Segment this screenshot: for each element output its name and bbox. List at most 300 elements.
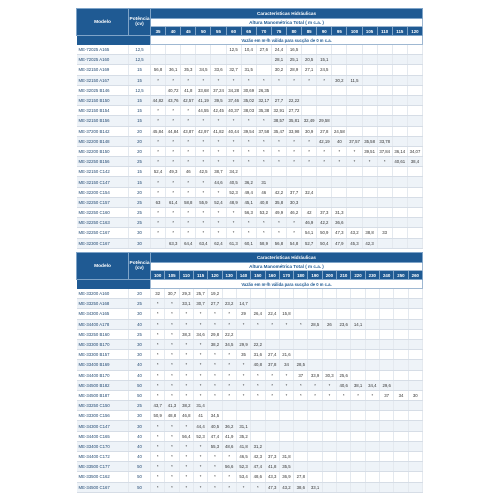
flow-value-cell: * — [351, 390, 365, 400]
flow-value-cell — [351, 350, 365, 360]
table-row — [77, 177, 423, 187]
flow-value-cell: 37,8 — [265, 360, 279, 370]
flow-value-cell — [308, 360, 322, 370]
flow-value-cell — [392, 136, 407, 146]
flow-value-cell: * — [181, 136, 196, 146]
flow-value-cell: * — [196, 228, 211, 238]
flow-value-cell — [265, 421, 279, 431]
head-value-header: 80 — [286, 27, 301, 36]
flow-value-cell: * — [165, 462, 179, 472]
table-row — [77, 187, 423, 197]
flow-value-cell — [279, 299, 293, 309]
flow-value-cell — [317, 197, 332, 207]
flow-value-cell: 35,81 — [286, 116, 301, 126]
flow-value-cell: * — [179, 370, 193, 380]
flow-value-cell — [332, 45, 347, 55]
flow-value-cell: * — [181, 228, 196, 238]
flow-value-cell: 33,98 — [286, 126, 301, 136]
total-head-header: Altura Manométrica Total ( m c.a. ) — [151, 19, 423, 27]
flow-value-cell: * — [181, 208, 196, 218]
flow-value-cell — [365, 452, 379, 462]
flow-value-cell — [392, 228, 407, 238]
flow-value-cell — [408, 441, 422, 451]
flow-value-cell — [362, 95, 377, 105]
flow-value-cell: 50,4 — [317, 238, 332, 248]
flow-value-cell: * — [256, 136, 271, 146]
flow-value-cell: * — [256, 228, 271, 238]
flow-value-cell — [322, 421, 336, 431]
flow-value-cell — [394, 289, 408, 299]
flow-value-cell — [407, 208, 422, 218]
flow-value-cell: * — [317, 146, 332, 156]
head-value-header: 220 — [351, 271, 365, 280]
flow-value-cell: 24,4 — [271, 45, 286, 55]
flow-value-cell — [294, 431, 308, 441]
flow-value-cell — [377, 55, 392, 65]
flow-value-cell: * — [208, 390, 222, 400]
flow-value-cell: 63,4 — [196, 238, 211, 248]
flow-value-cell: 37 — [380, 390, 394, 400]
flow-value-cell: * — [211, 136, 226, 146]
flow-value-cell: * — [208, 452, 222, 462]
model-cell: ME-32150 C147 — [77, 177, 129, 187]
flow-value-cell — [265, 289, 279, 299]
flow-value-cell — [377, 238, 392, 248]
flow-value-cell — [380, 309, 394, 319]
flow-value-cell: * — [193, 360, 207, 370]
head-value-header: 50 — [196, 27, 211, 36]
flow-value-cell — [294, 329, 308, 339]
flow-value-cell: * — [317, 157, 332, 167]
flow-value-cell: 33 — [377, 228, 392, 238]
flow-value-cell: * — [193, 482, 207, 492]
head-value-header: 90 — [317, 27, 332, 36]
table-row — [77, 452, 423, 462]
flow-value-cell: 37,84 — [377, 146, 392, 156]
flow-value-cell — [351, 401, 365, 411]
flow-value-cell — [286, 167, 301, 177]
flow-value-cell: 38,7 — [211, 167, 226, 177]
power-cell: 25 — [129, 157, 151, 167]
flow-value-cell — [362, 55, 377, 65]
flow-value-cell — [308, 472, 322, 482]
table-row — [77, 329, 423, 339]
flow-value-cell: 27,6 — [256, 45, 271, 55]
flow-value-cell — [337, 411, 351, 421]
flow-value-cell: 45,3 — [347, 238, 362, 248]
flow-value-cell — [222, 289, 236, 299]
head-value-header: 210 — [337, 271, 351, 280]
flow-value-cell: 47,9 — [332, 238, 347, 248]
flow-value-cell — [337, 452, 351, 462]
flow-value-cell: * — [286, 157, 301, 167]
power-cell: 25 — [129, 208, 151, 218]
head-value-header: 140 — [236, 271, 250, 280]
head-value-header: 150 — [251, 271, 265, 280]
flow-value-cell: 52,4 — [151, 167, 166, 177]
flow-value-cell — [392, 116, 407, 126]
hydraulic-characteristics-header: Características Hidráulicas — [151, 9, 423, 19]
power-cell: 20 — [129, 289, 151, 299]
flow-value-cell: * — [196, 116, 211, 126]
flow-value-cell — [308, 452, 322, 462]
flow-value-cell: 44,6 — [211, 177, 226, 187]
flow-value-cell: 31,3 — [332, 208, 347, 218]
flow-value-cell: 42,3 — [251, 452, 265, 462]
flow-value-cell: * — [165, 380, 179, 390]
flow-value-cell: 34,07 — [407, 146, 422, 156]
flow-value-cell: 56,4 — [179, 431, 193, 441]
flow-value-cell: * — [236, 370, 250, 380]
flow-value-cell: 33,9 — [308, 370, 322, 380]
power-cell: 40 — [129, 319, 151, 329]
flow-value-cell — [407, 55, 422, 65]
flow-value-cell: 49,3 — [166, 167, 181, 177]
head-value-header: 75 — [271, 27, 286, 36]
flow-value-cell: * — [222, 482, 236, 492]
flow-value-cell: * — [165, 360, 179, 370]
table-row — [77, 238, 423, 248]
flow-value-cell: 43,3 — [265, 472, 279, 482]
flow-value-cell: 22,2 — [251, 339, 265, 349]
flow-value-cell: * — [193, 462, 207, 472]
flow-value-cell — [308, 421, 322, 431]
flow-value-cell: * — [251, 380, 265, 390]
flow-value-cell: 32,91 — [271, 106, 286, 116]
flow-value-cell: 61,3 — [226, 238, 241, 248]
flow-value-cell: * — [193, 380, 207, 390]
flow-value-cell: 41,9 — [222, 431, 236, 441]
flow-value-cell: 25,1 — [286, 55, 301, 65]
flow-value-cell: * — [165, 309, 179, 319]
flow-value-cell — [351, 339, 365, 349]
flow-value-cell: * — [251, 390, 265, 400]
flow-value-cell — [394, 299, 408, 309]
head-value-header: 45 — [181, 27, 196, 36]
power-cell: 15 — [129, 95, 151, 105]
flow-value-cell — [317, 177, 332, 187]
power-cell: 20 — [129, 146, 151, 156]
flow-value-cell — [365, 482, 379, 492]
flow-value-cell: 28,5 — [294, 360, 308, 370]
flow-value-cell: 62,4 — [211, 238, 226, 248]
flow-value-cell: 29,8 — [208, 329, 222, 339]
flow-value-cell — [337, 421, 351, 431]
table-row — [77, 350, 423, 360]
flow-value-cell: * — [165, 329, 179, 339]
flow-value-cell — [407, 197, 422, 207]
flow-value-cell: 29,9 — [236, 339, 250, 349]
flow-value-cell — [365, 309, 379, 319]
flow-value-cell — [394, 339, 408, 349]
flow-value-cell: 22,4 — [265, 309, 279, 319]
flow-value-cell: 42,57 — [181, 95, 196, 105]
flow-value-cell: 43,76 — [166, 95, 181, 105]
flow-value-cell — [407, 238, 422, 248]
flow-value-cell — [322, 339, 336, 349]
flow-value-cell: * — [165, 441, 179, 451]
flow-value-cell: 40,37 — [226, 106, 241, 116]
flow-value-cell — [294, 299, 308, 309]
flow-value-cell: 56,8 — [271, 238, 286, 248]
flow-value-cell — [380, 411, 394, 421]
flow-value-cell — [236, 411, 250, 421]
flow-value-cell — [362, 106, 377, 116]
flow-value-cell — [251, 421, 265, 431]
flow-value-cell: * — [294, 380, 308, 390]
flow-value-cell: 41,3 — [165, 401, 179, 411]
flow-value-cell: * — [362, 157, 377, 167]
power-column-header: Potência (cv) — [129, 253, 151, 280]
head-value-header: 170 — [279, 271, 293, 280]
head-value-header: 115 — [193, 271, 207, 280]
performance-table-b — [76, 252, 423, 493]
power-cell: 40 — [129, 441, 151, 451]
flow-value-cell: * — [317, 75, 332, 85]
model-cell: ME-34400 C165 — [77, 431, 129, 441]
flow-value-cell: * — [208, 350, 222, 360]
flow-value-cell: * — [222, 380, 236, 390]
flow-value-cell — [380, 299, 394, 309]
flow-value-cell — [408, 299, 422, 309]
flow-value-cell: 46 — [256, 187, 271, 197]
flow-value-cell: * — [165, 472, 179, 482]
flow-value-cell — [166, 45, 181, 55]
table-row — [77, 370, 423, 380]
flow-value-cell — [279, 401, 293, 411]
flow-value-cell: * — [302, 75, 317, 85]
flow-value-cell — [362, 197, 377, 207]
flow-value-cell: 40 — [332, 136, 347, 146]
table-row — [77, 360, 423, 370]
flow-value-cell: 58,8 — [181, 197, 196, 207]
flow-value-cell — [251, 411, 265, 421]
flow-value-cell — [279, 329, 293, 339]
head-value-header: 55 — [211, 27, 226, 36]
flow-value-cell: * — [256, 157, 271, 167]
table-row — [77, 85, 423, 95]
flow-value-cell: * — [286, 136, 301, 146]
flow-value-cell: * — [181, 157, 196, 167]
flow-value-cell — [408, 431, 422, 441]
flow-value-cell: 47,4 — [208, 431, 222, 441]
flow-value-cell: 34,28 — [226, 85, 241, 95]
flow-value-cell: * — [151, 116, 166, 126]
flow-value-cell — [408, 370, 422, 380]
flow-value-cell: * — [226, 208, 241, 218]
flow-value-cell — [308, 441, 322, 451]
flow-value-cell: * — [208, 380, 222, 390]
flow-value-cell — [365, 360, 379, 370]
table-row — [77, 116, 423, 126]
flow-value-cell: * — [151, 360, 165, 370]
flow-value-cell — [347, 208, 362, 218]
flow-value-cell: 33,6 — [211, 65, 226, 75]
flow-value-cell: 38,57 — [271, 116, 286, 126]
power-cell: 15 — [129, 106, 151, 116]
flow-value-cell: 27,7 — [271, 95, 286, 105]
flow-value-cell: * — [302, 157, 317, 167]
flow-value-cell — [322, 401, 336, 411]
flow-value-cell: 39,5 — [211, 95, 226, 105]
table-row — [77, 390, 423, 400]
flow-value-cell: 32,7 — [226, 65, 241, 75]
table-row — [77, 401, 423, 411]
flow-value-cell: 27,8 — [317, 126, 332, 136]
flow-value-cell — [347, 45, 362, 55]
flow-value-cell: * — [241, 157, 256, 167]
flow-value-cell: 31,6 — [251, 350, 265, 360]
flow-value-cell: * — [286, 75, 301, 85]
flow-value-cell: * — [226, 136, 241, 146]
flow-value-cell: * — [165, 452, 179, 462]
head-value-header: 120 — [208, 271, 222, 280]
flow-value-cell — [365, 289, 379, 299]
table-row — [77, 482, 423, 492]
flow-value-cell: 55,9 — [196, 197, 211, 207]
flow-value-cell: * — [179, 380, 193, 390]
flow-value-cell: 40,44 — [226, 126, 241, 136]
flow-value-cell — [394, 431, 408, 441]
flow-value-cell: 54,1 — [302, 228, 317, 238]
head-value-header: 105 — [165, 271, 179, 280]
power-cell: 15 — [129, 167, 151, 177]
flow-value-cell — [362, 45, 377, 55]
flow-value-cell: * — [211, 157, 226, 167]
flow-value-cell — [279, 411, 293, 421]
flow-value-cell: * — [222, 360, 236, 370]
flow-value-cell — [332, 116, 347, 126]
flow-value-cell: * — [181, 146, 196, 156]
flow-value-cell: * — [222, 309, 236, 319]
flow-value-cell — [377, 126, 392, 136]
flow-value-cell: 36,14 — [392, 146, 407, 156]
head-value-header: 230 — [365, 271, 379, 280]
flow-value-cell: * — [151, 106, 166, 116]
flow-value-cell: 37,3 — [317, 208, 332, 218]
flow-value-cell: * — [165, 339, 179, 349]
flow-value-cell: * — [211, 75, 226, 85]
flow-value-cell: * — [271, 228, 286, 238]
flow-value-cell — [365, 350, 379, 360]
flow-value-cell: * — [208, 472, 222, 482]
flow-value-cell — [211, 45, 226, 55]
flow-value-cell: * — [279, 390, 293, 400]
flow-value-cell — [256, 167, 271, 177]
flow-value-cell — [377, 95, 392, 105]
flow-value-cell — [351, 441, 365, 451]
flow-value-cell: * — [151, 136, 166, 146]
head-value-header: 60 — [226, 27, 241, 36]
flow-value-cell — [380, 482, 394, 492]
table-row — [77, 197, 423, 207]
flow-value-cell — [271, 167, 286, 177]
flow-value-cell — [308, 350, 322, 360]
head-value-header: 85 — [302, 27, 317, 36]
flow-value-cell: * — [151, 299, 165, 309]
flow-value-cell: 25,6 — [337, 370, 351, 380]
flow-value-cell: 55,3 — [208, 441, 222, 451]
flow-value-cell — [226, 55, 241, 65]
flow-value-cell — [394, 350, 408, 360]
flow-value-cell — [407, 85, 422, 95]
flow-value-cell — [347, 95, 362, 105]
model-cell: ME-32250 C163 — [77, 218, 129, 228]
flow-value-cell: * — [179, 309, 193, 319]
flow-value-cell — [251, 299, 265, 309]
power-cell: 50 — [129, 462, 151, 472]
flow-value-cell — [407, 187, 422, 197]
flow-value-cell: * — [179, 319, 193, 329]
flow-value-cell — [407, 126, 422, 136]
flow-value-cell: 33,78 — [377, 136, 392, 146]
flow-value-cell: * — [211, 116, 226, 126]
model-cell: ME-32200 B148 — [77, 136, 129, 146]
flow-value-cell: * — [226, 116, 241, 126]
flow-value-cell: * — [208, 462, 222, 472]
flow-value-cell: * — [208, 360, 222, 370]
flow-value-cell — [222, 401, 236, 411]
flow-value-cell: * — [165, 350, 179, 360]
table-row — [77, 411, 423, 421]
flow-value-cell: * — [208, 482, 222, 492]
flow-value-cell — [380, 289, 394, 299]
flow-value-cell: 37 — [294, 370, 308, 380]
flow-value-cell: * — [179, 462, 193, 472]
model-cell: ME-32300 C167 — [77, 238, 129, 248]
flow-value-cell: 34,5 — [196, 65, 211, 75]
flow-value-cell — [347, 85, 362, 95]
flow-value-cell — [294, 421, 308, 431]
flow-value-cell: * — [193, 452, 207, 462]
flow-value-cell: * — [226, 218, 241, 228]
power-cell: 40 — [129, 452, 151, 462]
flow-value-cell — [380, 339, 394, 349]
flow-value-cell — [337, 329, 351, 339]
flow-value-cell: 41 — [193, 411, 207, 421]
flow-value-cell — [365, 319, 379, 329]
flow-value-cell: 41,8 — [265, 462, 279, 472]
flow-value-cell: * — [151, 309, 165, 319]
flow-value-cell: 35,5 — [279, 462, 293, 472]
power-cell: 50 — [129, 472, 151, 482]
flow-value-cell: * — [193, 472, 207, 482]
model-cell: ME-32250 B156 — [77, 157, 129, 167]
flow-value-cell: * — [151, 472, 165, 482]
flow-value-cell: 35,38 — [256, 106, 271, 116]
flow-value-cell — [351, 482, 365, 492]
flow-value-cell: * — [302, 146, 317, 156]
flow-value-cell: 48,6 — [222, 441, 236, 451]
flow-value-cell — [408, 452, 422, 462]
flow-value-cell — [407, 177, 422, 187]
model-cell: ME-32200 B150 — [77, 146, 129, 156]
flow-value-cell: * — [165, 421, 179, 431]
flow-value-cell: 16,5 — [286, 45, 301, 55]
flow-value-cell: * — [208, 319, 222, 329]
flow-value-cell — [377, 65, 392, 75]
flow-value-cell: * — [181, 116, 196, 126]
table-row — [77, 126, 423, 136]
flow-value-cell: 35,8 — [271, 197, 286, 207]
flow-value-cell: 52,3 — [236, 462, 250, 472]
flow-value-cell: * — [151, 339, 165, 349]
flow-value-cell: 56,6 — [222, 462, 236, 472]
flow-value-cell — [337, 360, 351, 370]
flow-value-cell: 44,82 — [151, 95, 166, 105]
flow-value-cell — [279, 421, 293, 431]
flow-value-cell: * — [286, 218, 301, 228]
